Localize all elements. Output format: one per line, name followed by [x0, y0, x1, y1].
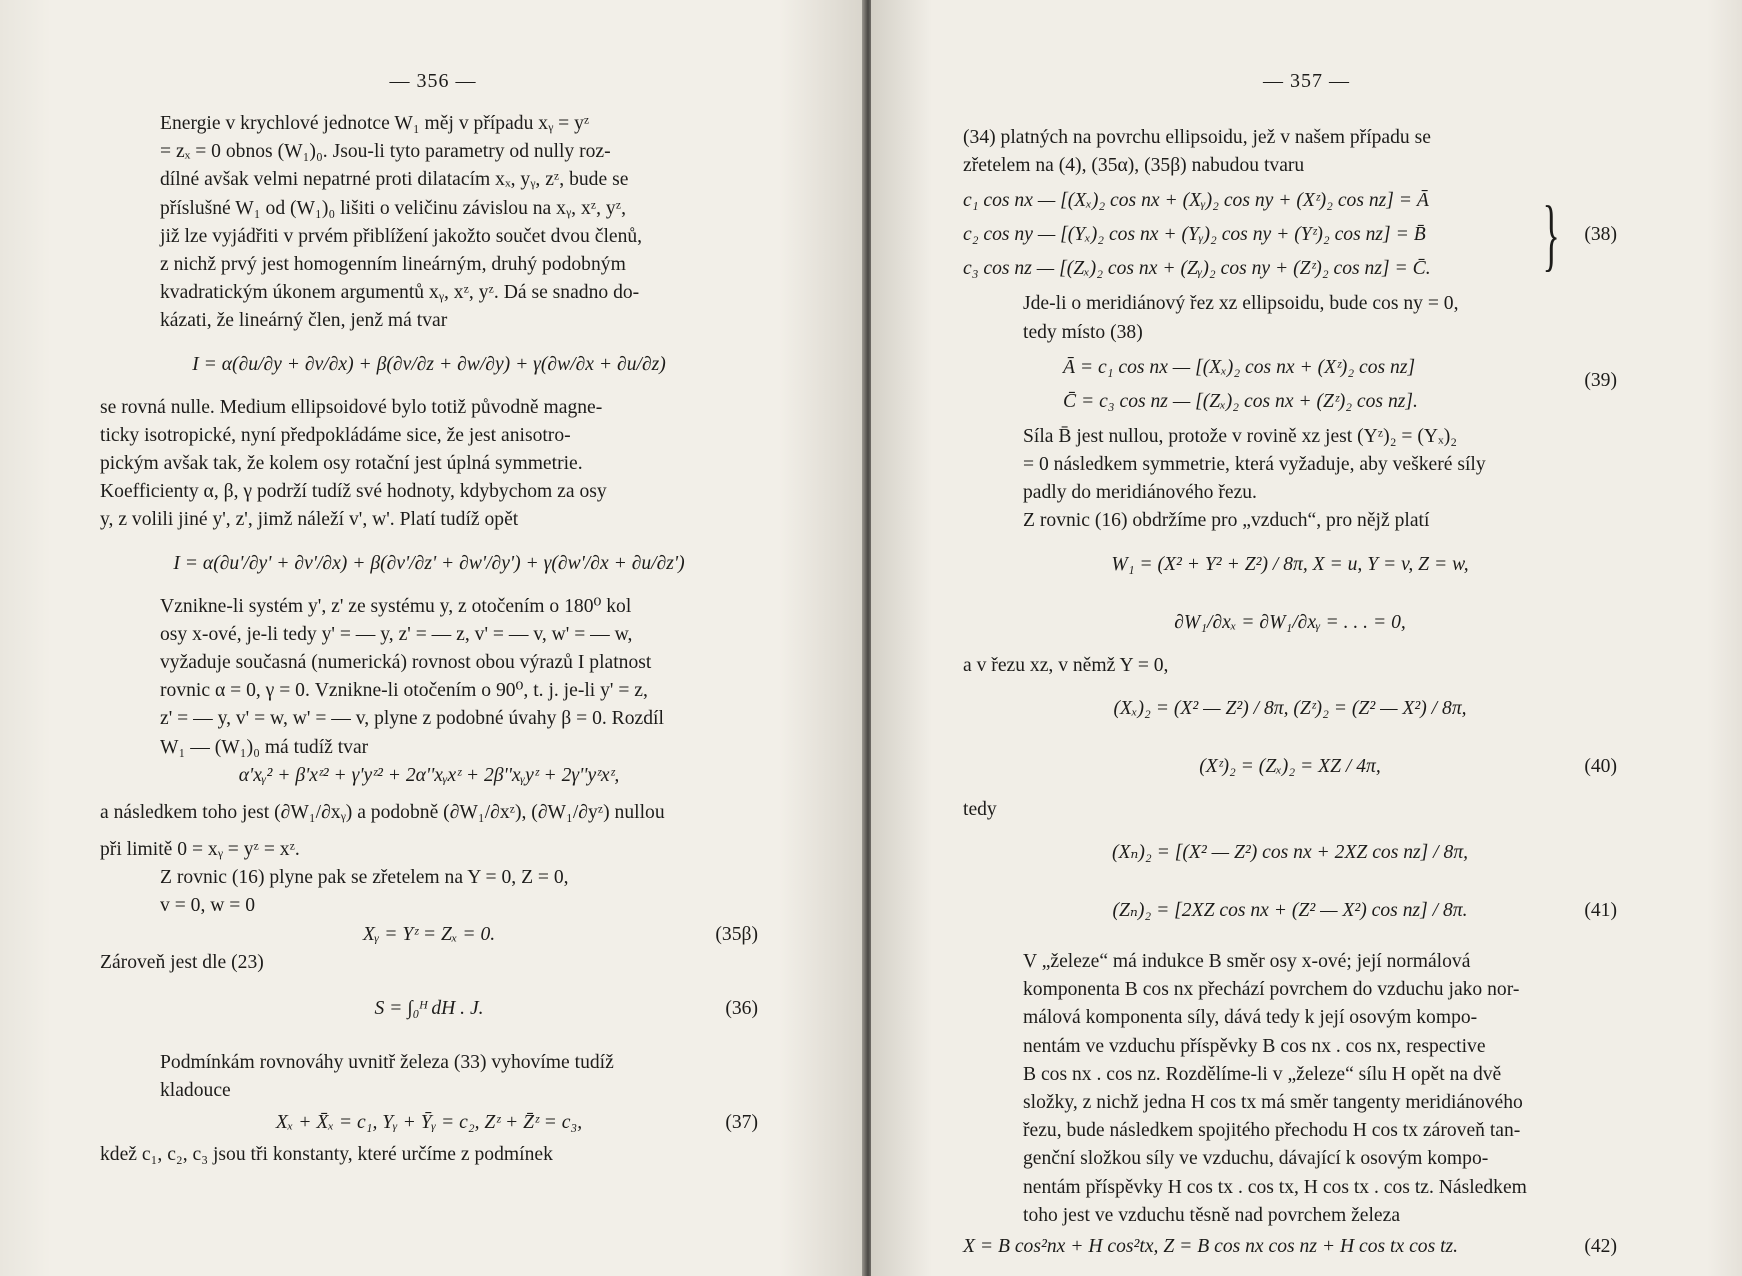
- text-line: v = 0, w = 0: [160, 895, 256, 917]
- paragraph: [100, 394, 758, 535]
- equation: I = α(∂u/∂y + ∂v/∂x) + β(∂v/∂z + ∂w/∂y) + γ(∂w/∂x + ∂u/∂z): [192, 353, 666, 375]
- text-line: nentám ve vzduchu příspěvky B cos nx . cos nx, respective: [1023, 1035, 1486, 1057]
- text-line: tedy: [963, 798, 997, 820]
- text-line: W₁ — (W₁)₀ má tudíž tvar: [160, 736, 369, 758]
- left-page: [0, 0, 866, 1276]
- text-line: (34) platných na povrchu ellipsoidu, jež v našem případu se: [963, 127, 1431, 148]
- text-line: z nichž prvý jest homogenním lineárným, druhý podobným: [160, 254, 626, 276]
- text-line: dílné avšak velmi nepatrné proti dilatacím xₓ, yᵧ, zᶻ, bude se: [160, 169, 629, 191]
- text-line: Koefficienty α, β, γ podrží tudíž své hodnoty, kdybychom za osy: [100, 481, 607, 503]
- paragraph: [100, 110, 758, 336]
- text-line: pickým avšak tak, že kolem osy rotační jest úplná symmetrie.: [100, 453, 583, 475]
- equation-body: (Zₙ)₂ = [2XZ cos nx + (Z² — X²) cos nz] / 8π.: [1112, 899, 1468, 921]
- text-line: B cos nx . cos nz. Rozdělíme-li v „železe“ sílu H opět na dvě: [1023, 1063, 1502, 1085]
- paragraph: [963, 290, 1617, 346]
- paragraph: [963, 423, 1617, 536]
- text-line: Jde-li o meridiánový řez xz ellipsoidu, bude cos ny = 0,: [1023, 293, 1459, 315]
- right-page-text: [963, 124, 1617, 1264]
- equation-body: Xᵧ = Yᶻ = Zₓ = 0.: [362, 923, 496, 945]
- text-line: = 0 následkem symmetrie, která vyžaduje, aby veškeré síly: [1023, 454, 1486, 476]
- equation-row: Ā = c₁ cos nx — [(Xₓ)₂ cos nx + (Xᶻ)₂ cos nz]: [1063, 356, 1416, 378]
- text-line: příslušné W₁ od (W₁)₀ lišiti o veličinu závislou na xᵧ, xᶻ, yᶻ,: [160, 197, 626, 219]
- page-number: — 356 —: [389, 70, 477, 92]
- text-line: vyžaduje současná (numerická) rovnost obou výrazů I platnost: [160, 652, 652, 674]
- equation-number: (38): [1584, 224, 1617, 246]
- equation-39: [963, 351, 1617, 419]
- equation: ∂W₁/∂xₓ = ∂W₁/∂xᵧ = . . . = 0,: [1174, 611, 1406, 633]
- text-line: nentám příspěvky H cos tx . cos tx, H cos tx . cos tz. Následkem: [1023, 1176, 1527, 1198]
- text-line: komponenta B cos nx přechází povrchem do vzduchu jako nor-: [1023, 979, 1520, 1001]
- text-line: Energie v krychlové jednotce W₁ měj v případu xᵧ = yᶻ: [160, 113, 590, 134]
- equation-row: c₂ cos ny — [(Yₓ)₂ cos nx + (Yᵧ)₂ cos ny + (Yᶻ)₂ cos nz] = B̄: [963, 224, 1426, 246]
- text-line: kdež c₁, c₂, c₃ jsou tři konstanty, které určíme z podmínek: [100, 1144, 553, 1166]
- text-line: zřetelem na (4), (35α), (35β) nabudou tvaru: [963, 155, 1305, 177]
- page-number: — 357 —: [1263, 70, 1350, 92]
- paragraph: [963, 948, 1617, 1230]
- equation-37: [100, 1105, 758, 1141]
- text-line: Z rovnic (16) obdržíme pro „vzduch“, pro nějž platí: [1023, 510, 1430, 532]
- text-line: kladouce: [160, 1080, 231, 1102]
- text-line: z' = — y, v' = w, w' = — v, plyne z podobné úvahy β = 0. Rozdíl: [160, 708, 664, 730]
- equation-number: (42): [1584, 1235, 1617, 1257]
- text-line: toho jest ve vzduchu těsně nad povrchem železa: [1023, 1204, 1401, 1226]
- equation-body: S = ∫₀ᴴ dH . J.: [374, 997, 484, 1019]
- equation: (Xₓ)₂ = (X² — Z²) / 8π, (Zᶻ)₂ = (Z² — X²) / 8π,: [1113, 697, 1467, 719]
- text-line: = zₓ = 0 obnos (W₁)₀. Jsou-li tyto parametry od nully roz-: [160, 141, 611, 163]
- equation-body: (Xᶻ)₂ = (Zₓ)₂ = XZ / 4π,: [1199, 755, 1381, 777]
- equation-36: [100, 977, 758, 1041]
- text-line: již lze vyjádřiti v prvém přiblížení jakožto součet dvou členů,: [160, 225, 643, 247]
- equation-number: (35β): [715, 923, 758, 945]
- equation-40: [963, 738, 1617, 796]
- equation: W₁ = (X² + Y² + Z²) / 8π, X = u, Y = v, Z = w,: [1111, 553, 1469, 575]
- paragraph: [100, 593, 758, 762]
- equation: α'xᵧ² + β'xᶻ² + γ'yᶻ² + 2α''xᵧxᶻ + 2β''xᵧyᶻ + 2γ''yᶻxᶻ,: [238, 764, 620, 786]
- paragraph: [963, 124, 1617, 180]
- equation-number: (39): [1584, 369, 1617, 391]
- text-line: Podmínkám rovnováhy uvnitř železa (33) vyhovíme tudíž: [160, 1052, 614, 1074]
- equation-number: (36): [725, 997, 758, 1019]
- text-line: padly do meridiánového řezu.: [1023, 482, 1257, 504]
- text-line: osy x-ové, je-li tedy y' = — y, z' = — z, v' = — v, w' = — w,: [160, 623, 633, 645]
- equation-body: Xₓ + X̄ₓ = c₁, Yᵧ + Ȳᵧ = c₂, Zᶻ + Z̄ᶻ = c₃,: [275, 1112, 583, 1134]
- text-line: řezu, bude následkem spojitého přechodu H cos tx zároveň tan-: [1023, 1120, 1521, 1142]
- equation-35b: [100, 921, 758, 949]
- text-line: Z rovnic (16) plyne pak se zřetelem na Y = 0, Z = 0,: [160, 867, 569, 889]
- equation-row: C̄ = c₃ cos nz — [(Zₓ)₂ cos nx + (Zᶻ)₂ cos nz].: [1063, 390, 1418, 412]
- paragraph: [100, 864, 758, 920]
- text-line: ticky isotropické, nyní předpokládáme sice, že jest anisotro-: [100, 424, 571, 446]
- equation: I = α(∂u'/∂y' + ∂v'/∂x) + β(∂v'/∂z' + ∂w'/∂y') + γ(∂w'/∂x + ∂u/∂z'): [173, 552, 685, 574]
- equation-38: [963, 184, 1617, 286]
- equation-row: c₁ cos nx — [(Xₓ)₂ cos nx + (Xᵧ)₂ cos ny + (Xᶻ)₂ cos nz] = Ā: [963, 190, 1429, 212]
- equation-41: [963, 882, 1617, 940]
- text-line: Vznikne-li systém y', z' ze systému y, z otočením o 180⁰ kol: [160, 595, 632, 617]
- equation-row: c₃ cos nz — [(Zₓ)₂ cos nx + (Zᵧ)₂ cos ny + (Zᶻ)₂ cos nz] = C̄.: [963, 258, 1431, 280]
- text-line: y, z volili jiné y', z', jimž náleží v', w'. Platí tudíž opět: [100, 509, 519, 531]
- brace-glyph: }: [1542, 191, 1560, 280]
- text-line: a v řezu xz, v němž Y = 0,: [963, 654, 1169, 676]
- text-line: Zároveň jest dle (23): [100, 951, 264, 973]
- equation-body: X = B cos²nx + H cos²tx, Z = B cos nx cos nz + H cos tx cos tz.: [963, 1235, 1459, 1257]
- equation: (Xₙ)₂ = [(X² — Z²) cos nx + 2XZ cos nz] / 8π,: [1111, 841, 1469, 863]
- text-line: kvadratickým úkonem argumentů xᵧ, xᶻ, yᶻ. Dá se snadno do-: [160, 282, 640, 304]
- right-page: [871, 0, 1742, 1276]
- text-line: tedy místo (38): [1023, 321, 1143, 343]
- left-page-text: [100, 110, 758, 1170]
- text-line: málová komponenta síly, dává tedy k její osovým kompo-: [1023, 1007, 1478, 1029]
- text-line: genční složkou síly ve vzduchu, dávající k osovým kompo-: [1023, 1148, 1489, 1170]
- equation-number: (40): [1584, 755, 1617, 777]
- text-line: rovnic α = 0, γ = 0. Vznikne-li otočením o 90⁰, t. j. je-li y' = z,: [160, 680, 648, 702]
- paragraph: [100, 1049, 758, 1105]
- text-line: se rovná nulle. Medium ellipsoidové bylo totiž původně magne-: [100, 396, 603, 418]
- text-line: V „železe“ má indukce B směr osy x-ové; její normálová: [1023, 951, 1471, 973]
- text-line: a následkem toho jest (∂W₁/∂xᵧ) a podobně (∂W₁/∂xᶻ), (∂W₁/∂yᶻ) nullou: [100, 802, 665, 824]
- equation-number: (41): [1584, 899, 1617, 921]
- text-line: při limitě 0 = xᵧ = yᶻ = xᶻ.: [100, 839, 300, 861]
- equation-number: (37): [725, 1112, 758, 1134]
- text-line: Síla B̄ jest nullou, protože v rovině xz jest (Yᶻ)₂ = (Yₓ)₂: [1023, 425, 1458, 447]
- text-line: kázati, že lineárný člen, jenž má tvar: [160, 310, 448, 332]
- equation-42: [963, 1230, 1617, 1264]
- text-line: složky, z nichž jedna H cos tx má směr tangenty meridiánového: [1023, 1092, 1523, 1114]
